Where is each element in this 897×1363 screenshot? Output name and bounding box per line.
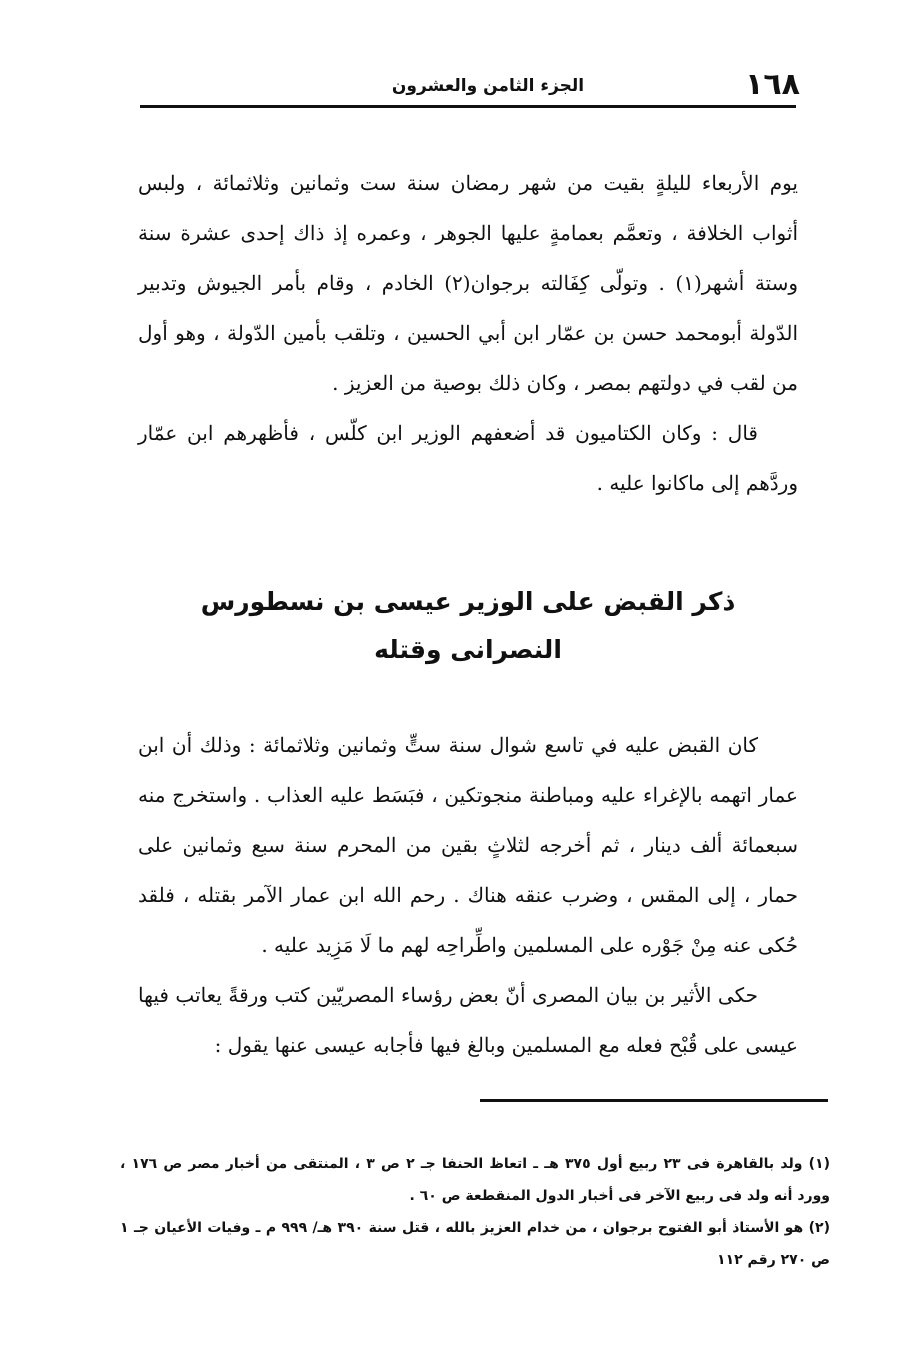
paragraph-accession: يوم الأربعاء لليلةٍ بقيت من شهر رمضان سنة ست وثمانين وثلاثمائة ، ولبس أثواب الخلافة ، وتعمَّم بعمامةٍ عليها الجوهر ، وعمره إذ ذاك إحدى عشرة سنة وستة أشهر(١) . وتولّى كِفَالته برجوان(٢) الخادم ، وقام بأمر الجيوش وتدبير الدّولة أبومحمد حسن بن عمّار ابن أبي الحسين ، وتلقب بأمين الدّولة ، وهو أول من لقب في دولتهم بمصر ، وكان ذلك بوصية من العزيز . (138, 171, 799, 395)
footnote-1: (١) ولد بالقاهرة فى ٢٣ ربيع أول ٣٧٥ هـ ـ اتعاظ الحنفا جـ ٢ ص ٣ ، المنتقى من أخبار مصر ص ١٧٦ ، وورد أنه ولد فى ربيع الآخر فى أخبار الدول المنقطعة ص ٦٠ . (120, 1156, 830, 1204)
section-heading-line1: ذكر القبض على الوزير عيسى بن نسطورس (200, 587, 736, 616)
footnote-2: (٢) هو الأستاذ أبو الفتوح برجوان ، من خدام العزيز بالله ، قتل سنة ٣٩٠ هـ/ ٩٩٩ م ـ وفيات الأعيان جـ ١ ص ٢٧٠ رقم ١١٢ (120, 1220, 830, 1268)
paragraph-letter: حكى الأثير بن بيان المصرى أنّ بعض رؤساء المصريّين كتب ورقةً يعاتب فيها عيسى على قُبْح فعله مع المسلمين وبالغ فيها فأجابه عيسى عنها يقول : (138, 983, 798, 1057)
footnotes (120, 1148, 830, 1276)
header-rule (140, 105, 796, 108)
page-number: ١٦٨ (745, 67, 800, 102)
footnote-separator (480, 1099, 828, 1102)
paragraph-kutama: قال : وكان الكتاميون قد أضعفهم الوزير ابن كلّس ، فأظهرهم ابن عمّار وردَّهم إلى ماكانوا عليه . (138, 421, 798, 495)
section-heading-line2: النصرانى وقتله (374, 635, 562, 664)
paragraph-arrest: كان القبض عليه في تاسع شوال سنة ستٍّ وثمانين وثلاثمائة : وذلك أن ابن عمار اتهمه بالإغراء عليه ومباطنة منجوتكين ، فبَسَط عليه العذاب . واستخرج منه سبعمائة ألف دينار ، ثم أخرجه لثلاثٍ بقين من المحرم سنة سبع وثمانين على حمار ، إلى المقس ، وضرب عنقه هناك . رحم الله ابن عمار الآمر بقتله ، فلقد حُكى عنه مِنْ جَوْره على المسلمين واطِّراحِه لهم ما لَا مَزِيد عليه . (138, 733, 798, 957)
running-title: الجزء الثامن والعشرون (391, 76, 585, 96)
page-header (138, 66, 800, 106)
